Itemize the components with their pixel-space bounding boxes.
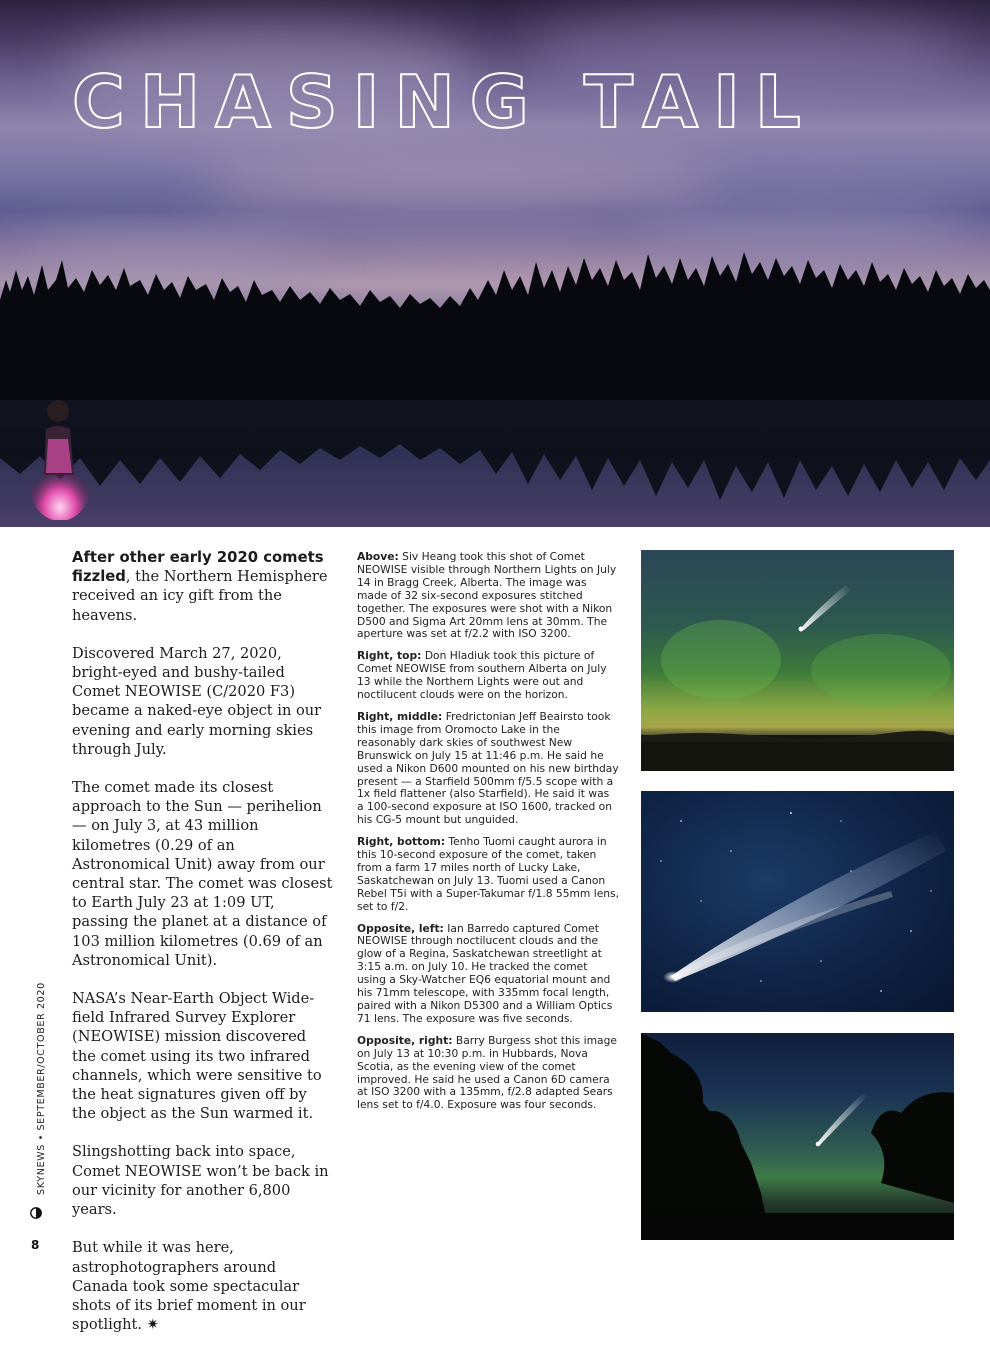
spine-text: SKYNEWS • SEPTEMBER/OCTOBER 2020: [36, 982, 47, 1195]
caption-text: Don Hladiuk took this picture of Comet NEOWISE from southern Alberta on July 13 while the Northern Lights were out and noctilucent clouds were on the horizon.: [357, 649, 607, 702]
caption-text: Ian Barredo captured Comet NEOWISE through noctilucent clouds and the glow of a Regina, Saskatchewan streetlight at 3:15 a.m. on July 10. He tracked the comet using a Sky-Watcher EQ6 equatorial mount and his 71mm telescope, with 335mm focal length, paired with a Nikon D5300 and a William Optics 71 lens. The exposure was five seconds.: [357, 921, 613, 1025]
photo-right-middle: [641, 791, 954, 1012]
paragraph-closing: [72, 1238, 334, 1334]
comet-aurora-scene: [641, 550, 954, 771]
hero-photo: [0, 0, 990, 527]
caption-text: Tenho Tuomi caught aurora in this 10-second exposure of the comet, taken from a farm 17 miles north of Lucky Lake, Saskatchewan on July 13. Tuomi used a Canon Rebel T5i with a Super-Takumar f/1.8 55mm lens, set to f/2.: [357, 835, 620, 913]
tree-reflection: [0, 400, 990, 527]
comet-trees-scene: [641, 1033, 954, 1240]
caption-text: Siv Heang took this shot of Comet NEOWISE visible through Northern Lights on July 14 in Bragg Creek, Alberta. The image was made of 32 six-second exposures stitched together. The exposures were shot with a Nikon D500 and Sigma Art 20mm lens at 30mm. The aperture was set at f/2.2 with ISO 3200.: [357, 550, 617, 641]
caption-right-middle: [357, 711, 619, 827]
caption-right-bottom: [357, 836, 619, 913]
paragraph-perihelion: The comet made its closest approach to the Sun — perihelion — on July 3, at 43 million kilometres (0.29 of an Astronomical Unit) away from our central star. The comet was closest to Earth July 23 at 1:09 UT, passing the planet at a distance of 103 million kilometres (0.69 of an Astronomical Unit).: [72, 779, 333, 969]
caption-opposite-left: [357, 923, 619, 1026]
person-silhouette: [30, 395, 90, 520]
article-body: [72, 548, 334, 1353]
paragraph-return: Slingshotting back into space, Comet NEOWISE won’t be back in our vicinity for another 6,800 years.: [72, 1143, 329, 1219]
caption-label: Above:: [357, 550, 399, 563]
paragraph-neowise-mission: NASA’s Near-Earth Object Wide-field Infrared Survey Explorer (NEOWISE) mission discovered the comet using its two infrared channels, which were sensitive to the heat signatures given off by the object as the Sun warmed it.: [72, 990, 322, 1123]
caption-text: Fredrictonian Jeff Beairsto took this image from Oromocto Lake in the reasonably dark skies of southwest New Brunswick on July 15 at 11:46 p.m. He said he used a Nikon D600 mounted on his new birthday present — a Starfield 500mm f/5.5 scope with a 1x field flattener (also Starfield). He said it was a 100-second exposure at ISO 1600, tracked on his CG-5 mount but unguided.: [357, 709, 619, 827]
end-mark: ✷: [146, 1316, 159, 1334]
closing-text: But while it was here, astrophotographers around Canada took some spectacular shots of its brief moment in our spotlight.: [72, 1239, 306, 1334]
lead-rest: , the Northern Hemisphere received an icy gift from the heavens.: [72, 568, 328, 624]
paragraph-discovery: Discovered March 27, 2020, bright-eyed and bushy-tailed Comet NEOWISE (C/2020 F3) became a naked-eye object in our evening and early morning skies through July.: [72, 644, 322, 758]
caption-text: Barry Burgess shot this image on July 13 at 10:30 p.m. in Hubbards, Nova Scotia, as the evening view of the comet improved. He said he used a Canon 6D camera at ISO 3200 with a 135mm, f/2.8 adapted Sears lens set to f/4.0. Exposure was four seconds.: [357, 1033, 617, 1112]
lead-bold: After other early 2020 comets fizzled: [72, 549, 324, 586]
caption-right-top: [357, 650, 619, 702]
caption-opposite-right: [357, 1035, 619, 1112]
moon-icon: [30, 1207, 42, 1219]
comet-closeup-scene: [641, 791, 954, 1012]
caption-above: [357, 551, 619, 641]
lead-paragraph: [72, 548, 334, 625]
page-title: CHASING TAIL: [72, 60, 816, 144]
photo-right-top: [641, 550, 954, 771]
page-number: 8: [31, 1238, 40, 1252]
caption-label: Right, bottom:: [357, 835, 446, 849]
caption-label: Opposite, left:: [357, 921, 444, 935]
caption-label: Right, top:: [357, 649, 422, 663]
photo-right-bottom: [641, 1033, 954, 1240]
caption-label: Opposite, right:: [357, 1033, 453, 1047]
photo-captions: [357, 551, 619, 1121]
caption-label: Right, middle:: [357, 709, 443, 723]
